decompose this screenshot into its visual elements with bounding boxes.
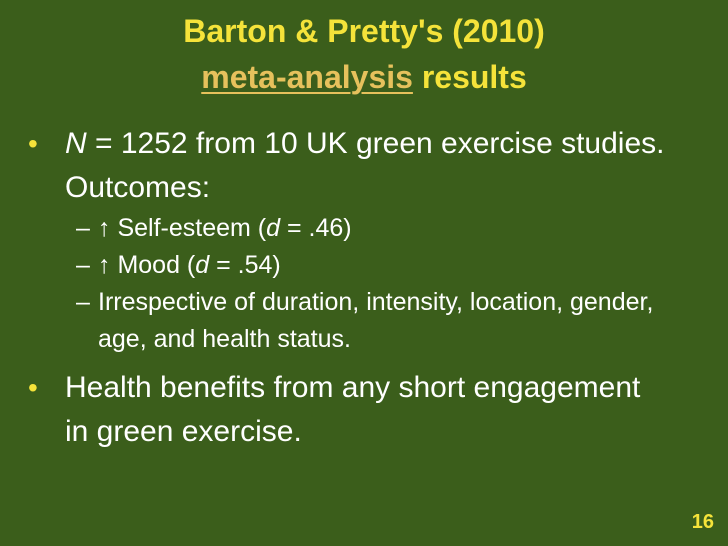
sub-bullet-1-value: = .46) bbox=[280, 214, 352, 242]
d-symbol: d bbox=[266, 214, 281, 242]
sub-bullet-dash: – bbox=[76, 214, 90, 242]
sub-bullet-1-text: ↑ Self-esteem ( bbox=[98, 214, 267, 242]
title-line-1: Barton & Pretty's (2010) bbox=[183, 13, 545, 49]
bullet-1-text: = 1252 from 10 UK green exercise studies. Outcomes: bbox=[65, 127, 665, 204]
slide-title bbox=[0, 8, 728, 100]
bullet-2-text: Health benefits from any short engagement in green exercise. bbox=[65, 371, 641, 448]
title-line-2 bbox=[0, 54, 728, 100]
slide-content bbox=[28, 122, 668, 454]
bullet-dot: • bbox=[28, 372, 38, 403]
bullet-2 bbox=[28, 366, 668, 454]
bullet-1 bbox=[28, 122, 668, 210]
bullet-dot: • bbox=[28, 128, 38, 159]
page-number: 16 bbox=[691, 511, 714, 533]
sub-bullet-2-value: = .54) bbox=[209, 251, 281, 279]
sub-bullet-3-text: Irrespective of duration, intensity, location, gender, age, and health status. bbox=[98, 288, 654, 353]
n-symbol: N bbox=[65, 127, 87, 160]
sub-bullet-mood bbox=[76, 247, 668, 284]
sub-bullet-2-text: ↑ Mood ( bbox=[98, 251, 196, 279]
sub-bullet-dash: – bbox=[76, 288, 90, 316]
sub-bullet-self-esteem bbox=[76, 210, 668, 247]
meta-analysis-link[interactable]: meta-analysis bbox=[201, 59, 413, 95]
d-symbol: d bbox=[195, 251, 210, 279]
sub-bullet-list bbox=[76, 210, 668, 358]
title-line-2-rest: results bbox=[421, 59, 527, 95]
sub-bullet-irrespective bbox=[76, 284, 668, 358]
sub-bullet-dash: – bbox=[76, 251, 90, 279]
